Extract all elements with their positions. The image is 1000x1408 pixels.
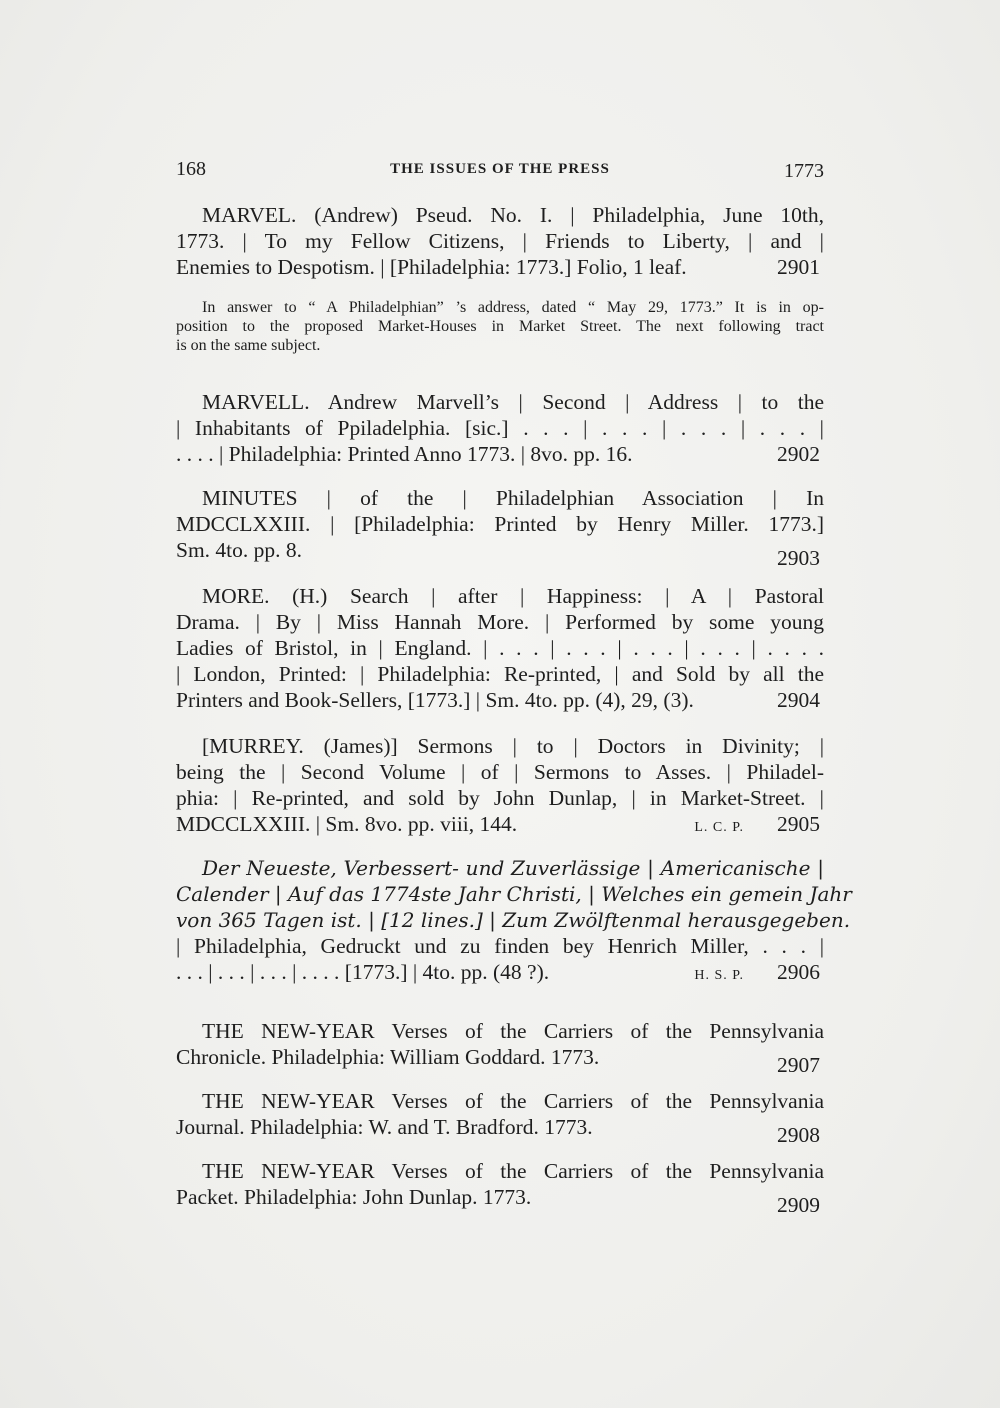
- library-code: [694, 959, 744, 989]
- entry-number: 2906: [777, 960, 820, 984]
- entry-line: [176, 254, 824, 280]
- entry-line: MINUTES | of the | Philadelphian Association | In: [202, 486, 824, 510]
- entry-2905: [176, 733, 824, 837]
- entry-line: phia: | Re-printed, and sold by John Dunlap, | in Market-Street. |: [176, 786, 824, 810]
- entry-line-text: Packet. Philadelphia: John Dunlap. 1773.: [176, 1185, 532, 1209]
- entry-line: [176, 687, 824, 713]
- page-number: 168: [176, 158, 206, 180]
- entry-line: THE NEW-YEAR Verses of the Carriers of the Pennsylvania: [202, 1089, 824, 1113]
- entry-number: 2909: [777, 1193, 820, 1217]
- running-title: THE ISSUES OF THE PRESS: [390, 161, 610, 177]
- entry-line: MORE. (H.) Search | after | Happiness: | A | Pastoral: [202, 584, 824, 608]
- entry-number: 2902: [777, 442, 820, 466]
- entry-2909: [176, 1158, 824, 1217]
- library-code-text: L. C. P.: [694, 820, 744, 835]
- entry-line-blackletter: von 365 Tagen ist. | [12 lines.] | Zum Zwölftenmal herausgegeben.: [176, 908, 851, 932]
- header-year: 1773: [784, 160, 824, 182]
- entry-line-text: . . . | . . . | . . . | . . . . [1773.] | 4to. pp. (48 ?).: [176, 960, 550, 984]
- note-line: is on the same subject.: [176, 337, 321, 354]
- library-code-text: H. S. P.: [694, 968, 744, 983]
- entry-line: [176, 1114, 824, 1147]
- entry-line: THE NEW-YEAR Verses of the Carriers of the Pennsylvania: [202, 1159, 824, 1183]
- entry-2901: [176, 202, 824, 280]
- entry-line: Drama. | By | Miss Hannah More. | Performed by some young: [176, 610, 824, 634]
- entry-line-blackletter: Calender | Auf das 1774ste Jahr Christi, | Welches ein gemein Jahr: [176, 882, 852, 906]
- entry-line: MARVELL. Andrew Marvell’s | Second | Address | to the: [202, 390, 824, 414]
- entry-2904: [176, 583, 824, 713]
- entry-line: THE NEW-YEAR Verses of the Carriers of the Pennsylvania: [202, 1019, 824, 1043]
- entry-line: | Philadelphia, Gedruckt und zu finden bey Henrich Miller, . . . |: [176, 934, 824, 958]
- running-header: [176, 152, 824, 186]
- entry-2903: [176, 485, 824, 570]
- entry-number: 2905: [777, 812, 820, 836]
- entry-line: MARVEL. (Andrew) Pseud. No. I. | Philadelphia, June 10th,: [202, 203, 824, 227]
- entry-2902: [176, 389, 824, 467]
- entry-line: [176, 1044, 824, 1077]
- entry-line: being the | Second Volume | of | Sermons to Asses. | Philadel-: [176, 760, 824, 784]
- entry-line-text: . . . . | Philadelphia: Printed Anno 1773. | 8vo. pp. 16.: [176, 442, 633, 466]
- entry-number: 2901: [777, 255, 820, 279]
- library-code: [694, 811, 744, 841]
- entry-number: 2907: [777, 1053, 820, 1077]
- entry-line: [MURREY. (James)] Sermons | to | Doctors in Divinity; |: [202, 734, 824, 758]
- note-line: position to the proposed Market-Houses in Market Street. The next following tract: [176, 318, 824, 335]
- entry-line: [176, 537, 824, 570]
- entry-line: 1773. | To my Fellow Citizens, | Friends to Liberty, | and |: [176, 229, 824, 253]
- entry-line-text: Enemies to Despotism. | [Philadelphia: 1773.] Folio, 1 leaf.: [176, 255, 687, 279]
- entry-note-2901: [176, 298, 824, 355]
- entry-line-text: MDCCLXXIII. | Sm. 8vo. pp. viii, 144.: [176, 812, 518, 836]
- entry-2906: [176, 855, 852, 985]
- entry-2907: [176, 1018, 824, 1077]
- entry-2908: [176, 1088, 824, 1147]
- entry-line: | London, Printed: | Philadelphia: Re-printed, | and Sold by all the: [176, 662, 824, 686]
- entry-line: Ladies of Bristol, in | England. | . . . | . . . | . . . | . . . | . . . .: [176, 636, 824, 660]
- note-line: In answer to “ A Philadelphian” ’s address, dated “ May 29, 1773.” It is in op-: [202, 299, 824, 316]
- entry-line: | Inhabitants of Ppiladelphia. [sic.] . . . | . . . | . . . | . . . |: [176, 416, 824, 440]
- entry-number: 2903: [777, 546, 820, 570]
- entry-line-text: Journal. Philadelphia: W. and T. Bradford. 1773.: [176, 1115, 593, 1139]
- entry-number: 2908: [777, 1123, 820, 1147]
- entry-line-blackletter: Der Neueste, Verbessert- und Zuverlässige | Americanische |: [202, 856, 824, 880]
- entry-line-text: Printers and Book-Sellers, [1773.] | Sm. 4to. pp. (4), 29, (3).: [176, 688, 694, 712]
- entry-line: [176, 959, 824, 985]
- entry-line-text: Sm. 4to. pp. 8.: [176, 538, 303, 562]
- entry-line: MDCCLXXIII. | [Philadelphia: Printed by Henry Miller. 1773.]: [176, 512, 824, 536]
- entry-line: [176, 1184, 824, 1217]
- entry-number: 2904: [777, 688, 820, 712]
- entry-line-text: Chronicle. Philadelphia: William Goddard. 1773.: [176, 1045, 600, 1069]
- entry-line: [176, 811, 824, 837]
- entry-line: [176, 441, 824, 467]
